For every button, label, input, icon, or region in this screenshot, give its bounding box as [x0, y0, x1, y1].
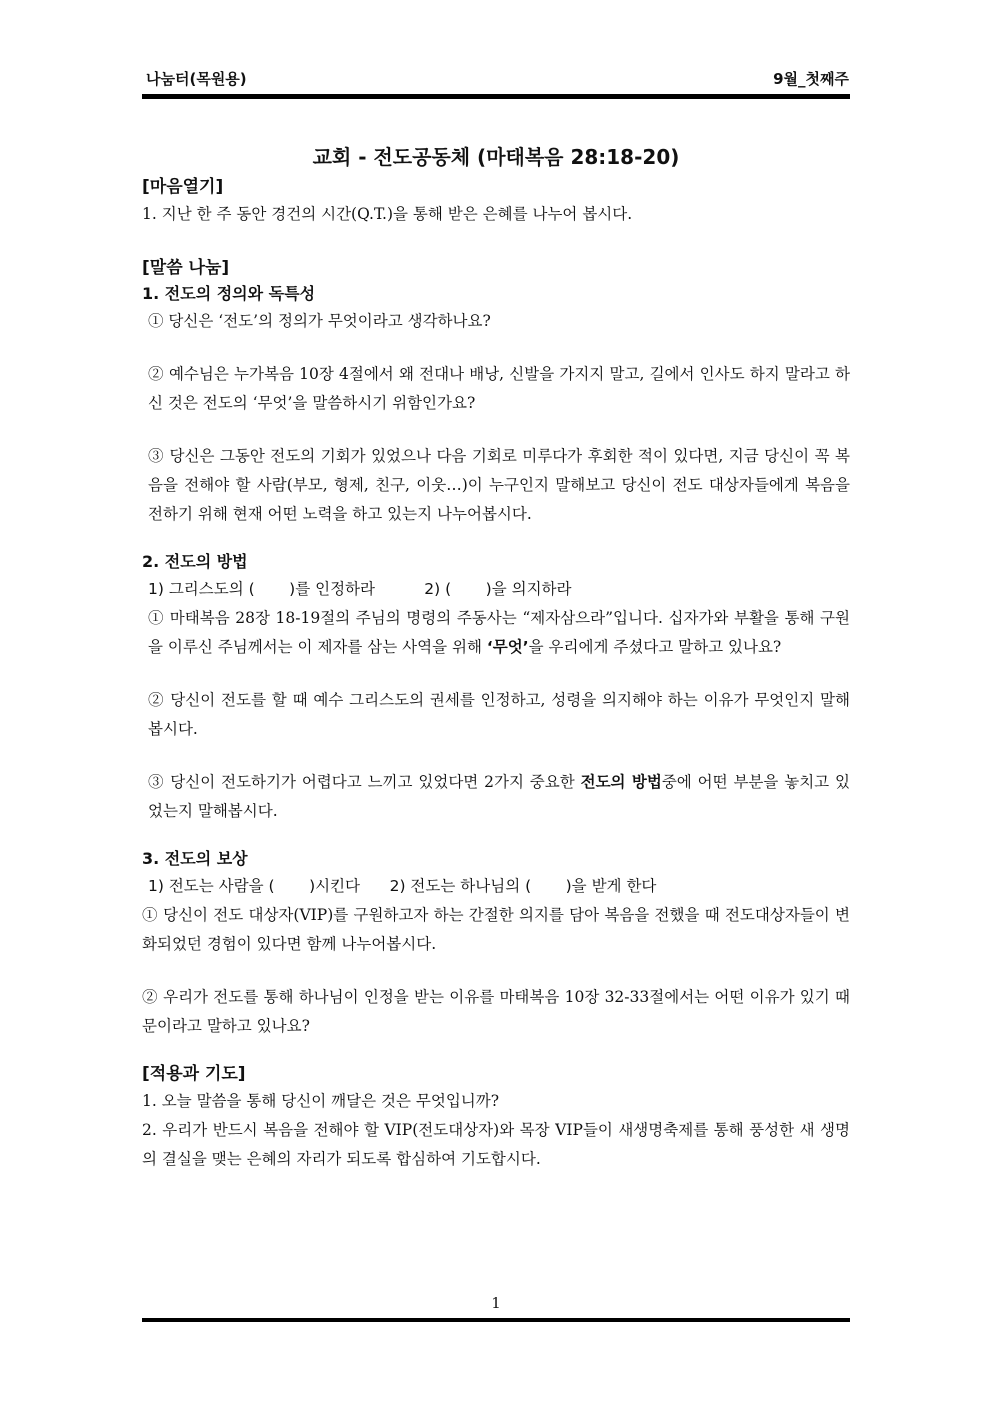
s3-question-2: ② 우리가 전도를 통해 하나님이 인정을 받는 이유를 마태복음 10장 32-33절에서는 어떤 이유가 있기 때문이라고 말하고 있나요? — [142, 988, 850, 1035]
s3-fill-in: 1) 전도는 사람을 ( )시킨다 2) 전도는 하나님의 ( )을 받게 한다 — [148, 877, 657, 895]
s2-question-3 — [142, 768, 850, 826]
heading-section-2: 2. 전도의 방법 — [142, 552, 248, 571]
page-number: 1 — [491, 1294, 501, 1312]
s2-q1-text-a: ① 마태복음 28장 18-19절의 주님의 명령의 주동사는 “제자삼으라”입니다. 십자가와 부활을 통해 구원을 이루신 주님께서는 이 제자를 삼는 사역을 위해 — [148, 609, 850, 656]
heading-section-3: 3. 전도의 보상 — [142, 849, 248, 868]
s2-q3-text-a: ③ 당신이 전도하기가 어렵다고 느끼고 있었다면 2가지 중요한 — [148, 773, 581, 791]
s2-question-2: ② 당신이 전도를 할 때 예수 그리스도의 권세를 인정하고, 성령을 의지해야 하는 이유가 무엇인지 말해봅시다. — [148, 691, 850, 738]
header-right: 9월_첫째주 — [773, 70, 849, 88]
s3-question-1: ① 당신이 전도 대상자(VIP)를 구원하고자 하는 간절한 의지를 담아 복음을 전했을 때 전도대상자들이 변화되었던 경험이 있다면 함께 나누어봅시다. — [142, 906, 850, 953]
heading-section-1: 1. 전도의 정의와 독특성 — [142, 284, 316, 303]
content — [142, 174, 850, 1174]
apply-question-2: 2. 우리가 반드시 복음을 전해야 할 VIP(전도대상자)와 목장 VIP들이 새생명축제를 통해 풍성한 새 생명의 결실을 맺는 은혜의 자리가 되도록 합심하여 기도합시다. — [142, 1121, 850, 1168]
heading-apply: [적용과 기도] — [142, 1064, 246, 1084]
s1-question-2: ② 예수님은 누가복음 10장 4절에서 왜 전대나 배낭, 신발을 가지지 말고, 길에서 인사도 하지 말라고 하신 것은 전도의 ‘무엇’을 말씀하시기 위함인가요? — [148, 365, 850, 412]
s2-question-1 — [142, 604, 850, 662]
header-rule — [142, 94, 850, 99]
heading-open: [마음열기] — [142, 177, 224, 197]
header-left: 나눔터(목원용) — [146, 70, 247, 88]
heading-word: [말씀 나눔] — [142, 258, 230, 278]
s2-q3-keyword: 전도의 방법 — [580, 773, 662, 791]
footer-rule — [142, 1318, 850, 1322]
s2-q3-text-c: 중에 어떤 부분을 놓치고 있었는지 말해봅시다. — [148, 773, 850, 820]
s2-fill-in: 1) 그리스도의 ( )를 인정하라 2) ( )을 의지하라 — [148, 580, 572, 598]
page-title: 교회 - 전도공동체 (마태복음 28:18-20) — [312, 145, 680, 169]
s2-q1-keyword: ‘무엇’ — [486, 638, 529, 656]
s1-question-1: ① 당신은 ‘전도’의 정의가 무엇이라고 생각하나요? — [148, 312, 491, 330]
open-question-1: 1. 지난 한 주 동안 경건의 시간(Q.T.)을 통해 받은 은혜를 나누어 봅시다. — [142, 205, 633, 223]
s1-question-3: ③ 당신은 그동안 전도의 기회가 있었으나 다음 기회로 미루다가 후회한 적이 있다면, 지금 당신이 꼭 복음을 전해야 할 사람(부모, 형제, 친구, 이웃…)이 누구인지 말해보고 당신이 전도 대상자들에게 복음을 전하기 위해 현재 어떤 노력을 하고 있는지 나누어봅시다. — [148, 447, 850, 523]
apply-question-1: 1. 오늘 말씀을 통해 당신이 깨달은 것은 무엇입니까? — [142, 1092, 500, 1110]
s2-q1-text-c: 을 우리에게 주셨다고 말하고 있나요? — [528, 638, 782, 656]
